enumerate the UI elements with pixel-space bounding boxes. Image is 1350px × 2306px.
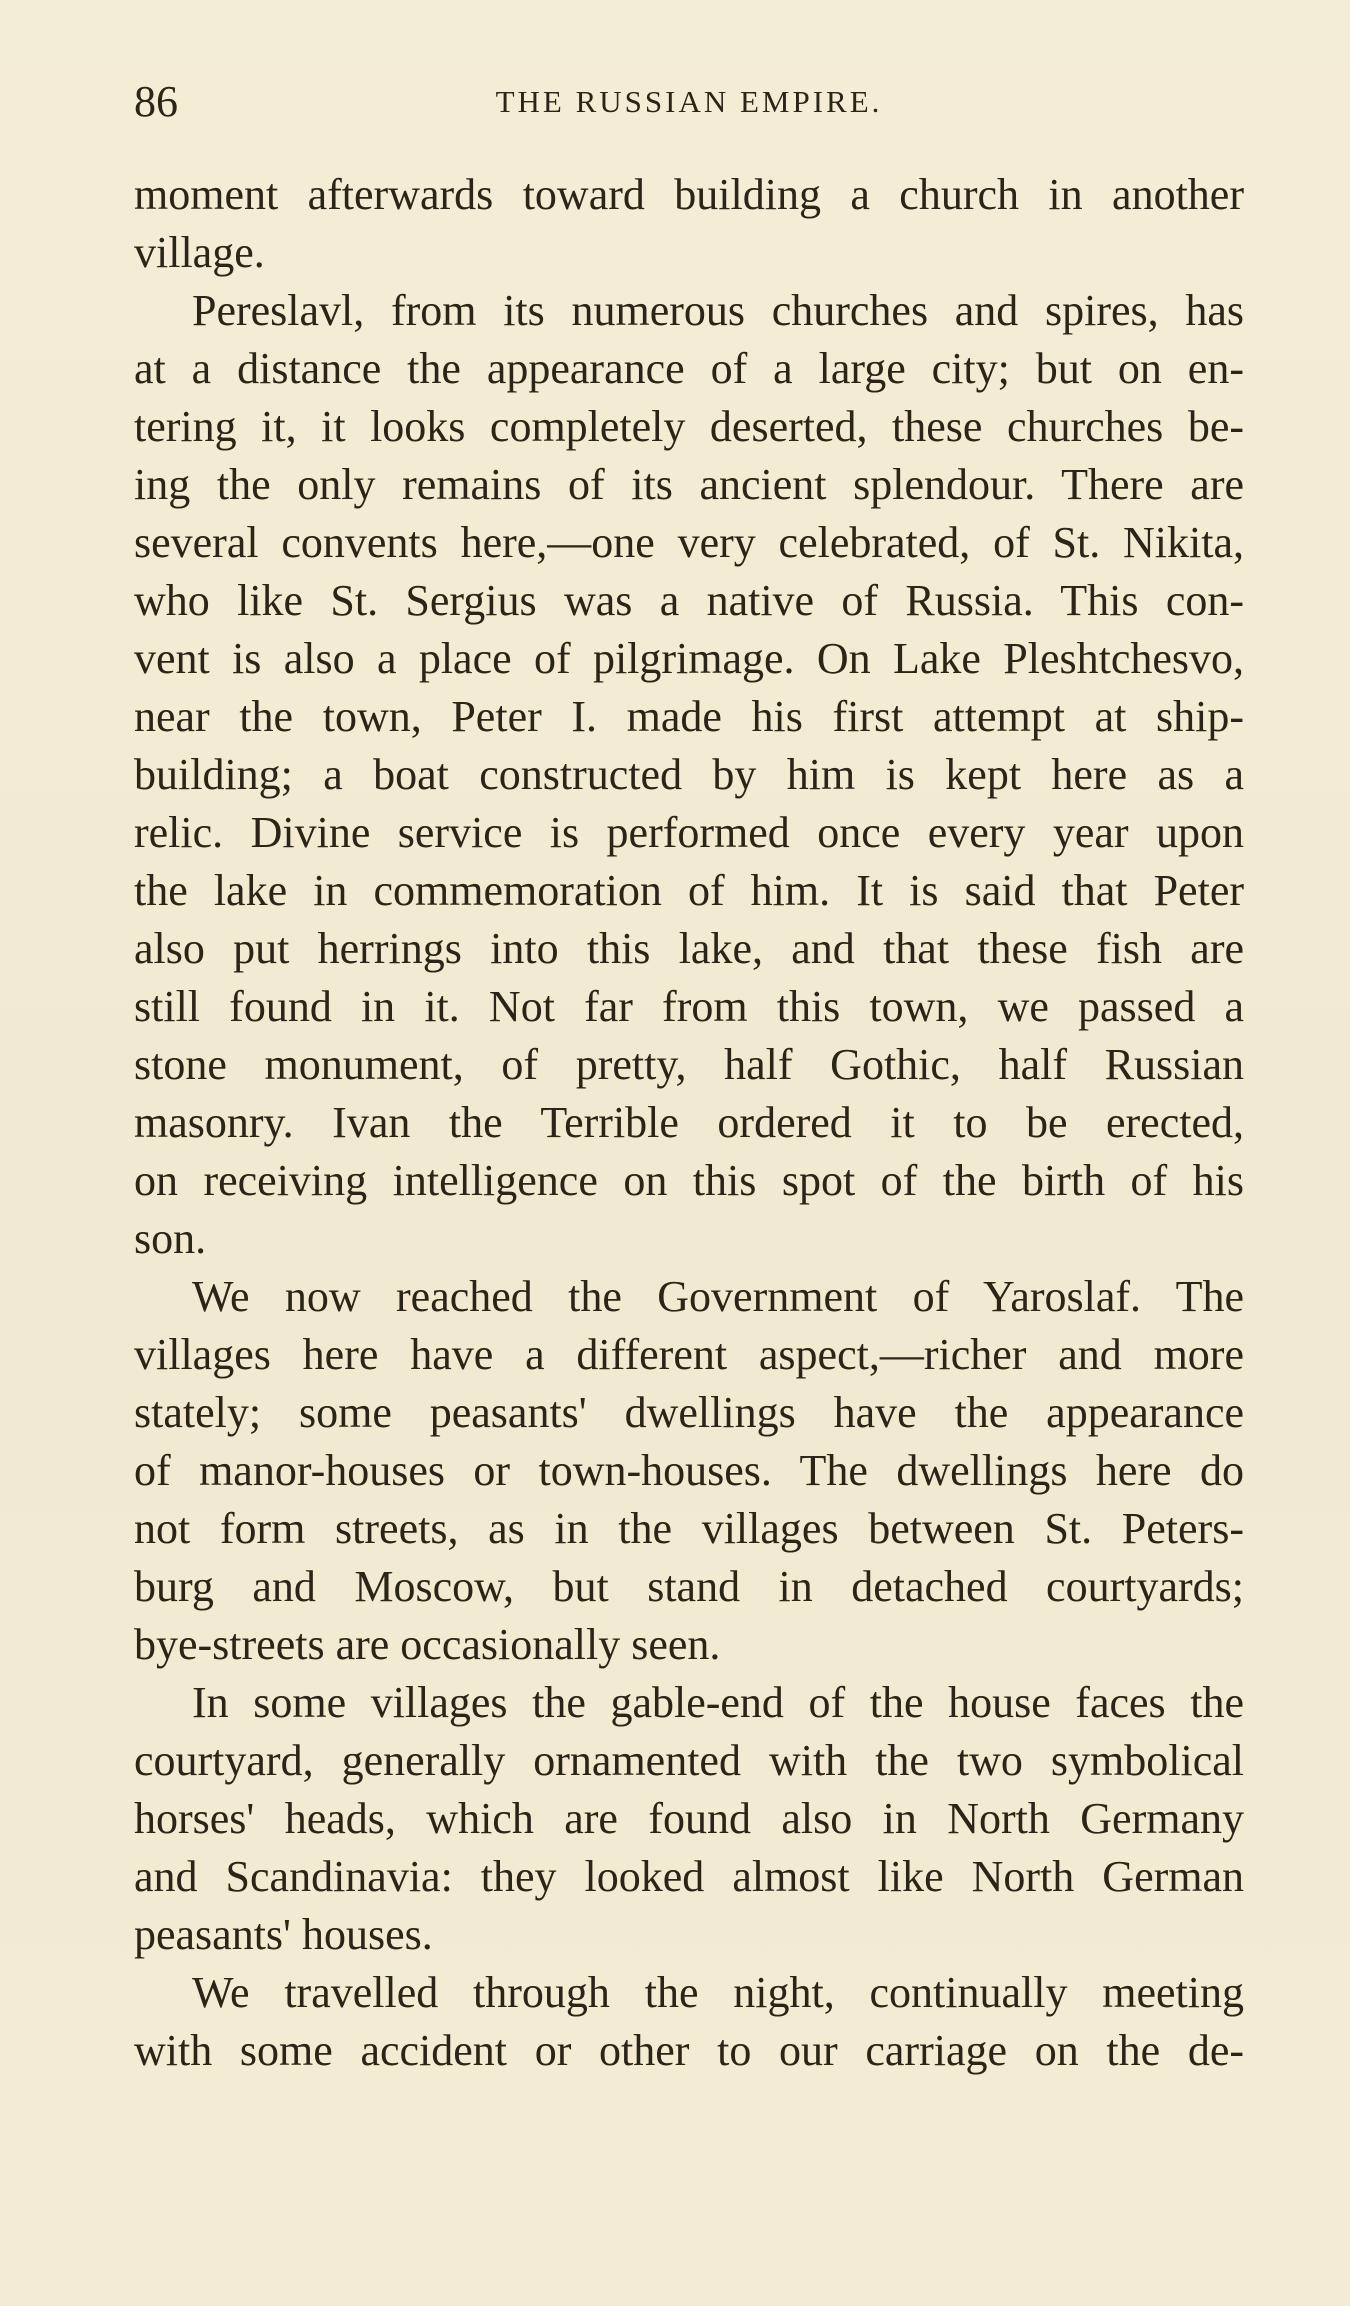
- text-line: and Scandinavia: they looked almost like North German: [134, 1852, 1244, 1901]
- text-line: stone monument, of pretty, half Gothic, half Russian: [134, 1040, 1244, 1089]
- running-title: THE RUSSIAN EMPIRE.: [495, 84, 883, 119]
- text-line: on receiving intelligence on this spot of the birth of his: [134, 1156, 1244, 1205]
- running-head: [134, 72, 1244, 132]
- text-line: near the town, Peter I. made his first attempt at ship-: [134, 692, 1244, 741]
- text-line: several convents here,—one very celebrated, of St. Nikita,: [134, 518, 1244, 567]
- text-line: still found in it. Not far from this town, we passed a: [134, 982, 1244, 1031]
- text-line: moment afterwards toward building a church in another: [134, 170, 1244, 219]
- text-line: masonry. Ivan the Terrible ordered it to be erected,: [134, 1098, 1244, 1147]
- body-text: [134, 166, 1244, 2080]
- text-line: In some villages the gable-end of the house faces the: [192, 1678, 1244, 1727]
- text-line: at a distance the appearance of a large city; but on en-: [134, 344, 1244, 393]
- text-line: burg and Moscow, but stand in detached courtyards;: [134, 1562, 1244, 1611]
- text-line: courtyard, generally ornamented with the two symbolical: [134, 1736, 1244, 1785]
- text-line: village.: [134, 228, 265, 277]
- text-line: also put herrings into this lake, and that these fish are: [134, 924, 1244, 973]
- text-line: bye-streets are occasionally seen.: [134, 1620, 721, 1669]
- text-line: ing the only remains of its ancient splendour. There are: [134, 460, 1244, 509]
- text-line: villages here have a different aspect,—richer and more: [134, 1330, 1244, 1379]
- text-line: son.: [134, 1214, 207, 1263]
- text-line: We travelled through the night, continually meeting: [192, 1968, 1244, 2017]
- text-line: building; a boat constructed by him is kept here as a: [134, 750, 1244, 799]
- text-line: stately; some peasants' dwellings have the appearance: [134, 1388, 1244, 1437]
- text-line: Pereslavl, from its numerous churches and spires, has: [192, 286, 1244, 335]
- page-number: 86: [134, 77, 178, 126]
- text-line: the lake in commemoration of him. It is said that Peter: [134, 866, 1244, 915]
- text-line: not form streets, as in the villages between St. Peters-: [134, 1504, 1244, 1553]
- text-line: tering it, it looks completely deserted, these churches be-: [134, 402, 1244, 451]
- text-line: with some accident or other to our carriage on the de-: [134, 2026, 1244, 2075]
- text-line: relic. Divine service is performed once every year upon: [134, 808, 1244, 857]
- text-line: of manor-houses or town-houses. The dwellings here do: [134, 1446, 1244, 1495]
- text-line: who like St. Sergius was a native of Russia. This con-: [134, 576, 1244, 625]
- text-line: horses' heads, which are found also in North Germany: [134, 1794, 1244, 1843]
- text-line: peasants' houses.: [134, 1910, 433, 1959]
- text-line: vent is also a place of pilgrimage. On Lake Pleshtchesvo,: [134, 634, 1244, 683]
- text-line: We now reached the Government of Yaroslaf. The: [192, 1272, 1244, 1321]
